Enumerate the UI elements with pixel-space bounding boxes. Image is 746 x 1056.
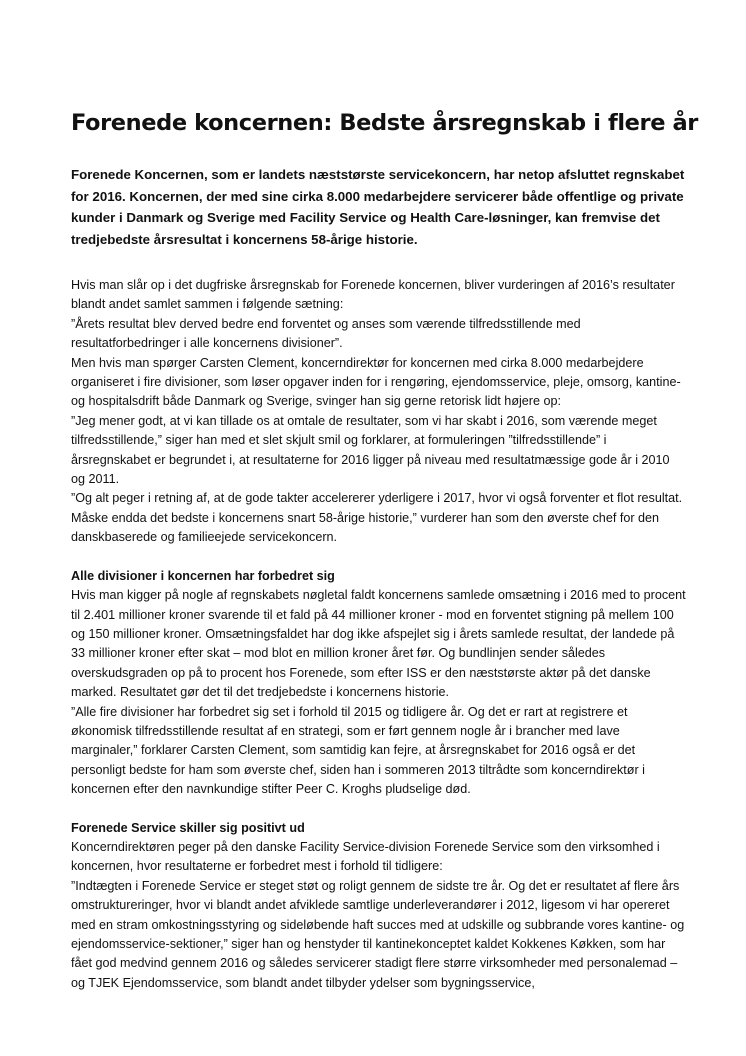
section-divisions [71,567,686,800]
section-heading: Alle divisioner i koncernen har forbedret sig [71,568,335,583]
section-quote: ”Indtægten i Forenede Service er steget støt og roligt gennem de sidste tre år. Og det er resultatet af flere års omstruktureringer, hvor vi blandt andet afviklede samtlige underleverandører i 2012, ligesom vi har opereret med en stram omkostningsstyring og sideløbende haft succes med at udskille og subbrande vores kantine- og ejendomsservice-sektioner,” siger han og henstyder til kantinekonceptet kaldet Kokkenes Køkken, som har fået god medvind gennem 2016 og således servicerer stadigt flere større virksomheder med personalemad – og TJEK Ejendomsservice, som blandt andet tilbyder ydelser som bygningsservice, [71,878,685,990]
section-quote: ”Alle fire divisioner har forbedret sig set i forhold til 2015 og tidligere år. Og det er rart at registrere et økonomisk tilfredsstillende resultat af en strategi, som er ført gennem nogle år i brancher med lave marginaler,” forklarer Carsten Clement, som samtidig kan fejre, at årsregnskabet for 2016 også er det personligt bedste for ham som øverste chef, siden han i sommeren 2013 tiltrådte som koncerndirektør i koncernen efter den navnkundige stifter Peer C. Kroghs pludselige død. [71,704,645,797]
section-forenede-service [71,819,686,994]
intro-quote: ”Årets resultat blev derved bedre end forventet og anses som værende tilfredsstillende med resultatforbedringer i alle koncernens divisioner”. [71,316,581,351]
section-paragraph: Hvis man kigger på nogle af regnskabets nøgletal faldt koncernens samlede omsætning i 2016 med to procent til 2.401 millioner kroner svarende til et fald på 44 millioner kroner - mod en forventet stigning på mellem 100 og 150 millioner kroner. Omsætningsfaldet har dog ikke afspejlet sig i årets samlede resultat, der landede på 33 millioner kroner efter skat – mod blot en million kroner året før. Og bundlinjen sender således overskudsgraden op på to procent hos Forenede, som efter ISS er den næststørste aktør på det danske marked. Resultatet gør det til det tredjebedste i koncernens historie. [71,588,686,700]
article-lead: Forenede Koncernen, som er landets næststørste servicekoncern, har netop afsluttet regnskabet for 2016. Koncernen, der med sine cirka 8.000 medarbejdere servicerer både offentlige og private kunder i Danmark og Sverige med Facility Service og Health Care-løsninger, kan fremvise det tredjebedste årsresultat i koncernens 58-årige historie. [71,167,685,247]
intro-quote: ”Jeg mener godt, at vi kan tillade os at omtale de resultater, som vi har skabt i 2016, som værende meget tilfredsstillende,” siger han med et slet skjult smil og forklarer, at formuleringen ”tilfredsstillende” i årsregnskabet er begrundet i, at resultaterne for 2016 ligger på niveau med resultatmæssige gode år i 2010 og 2011. [71,413,670,487]
intro-quote: ”Og alt peger i retning af, at de gode takter accelererer yderligere i 2017, hvor vi også forventer et flot resultat. Måske endda det bedste i koncernens snart 58-årige historie,” vurderer han som den øverste chef for den danskbaserede og familieejede servicekoncern. [71,491,683,545]
intro-paragraph: Men hvis man spørger Carsten Clement, koncerndirektør for koncernen med cirka 8.000 medarbejdere organiseret i fire divisioner, som løser opgaver inden for i rengøring, ejendomsservice, pleje, omsorg, kantine- og hospitalsdrift både Danmark og Sverige, svinger han sig gerne retorisk lidt højere op: [71,355,681,409]
article-title: Forenede koncernen: Bedste årsregnskab i flere år [71,110,698,136]
section-heading: Forenede Service skiller sig positivt ud [71,820,305,835]
section-paragraph: Koncerndirektøren peger på den danske Facility Service-division Forenede Service som den virksomhed i koncernen, hvor resultaterne er forbedret mest i forhold til tidligere: [71,839,660,874]
intro-section [71,276,686,548]
intro-paragraph: Hvis man slår op i det dugfriske årsregnskab for Forenede koncernen, bliver vurderingen af 2016’s resultater blandt andet samlet sammen i følgende sætning: [71,278,675,312]
